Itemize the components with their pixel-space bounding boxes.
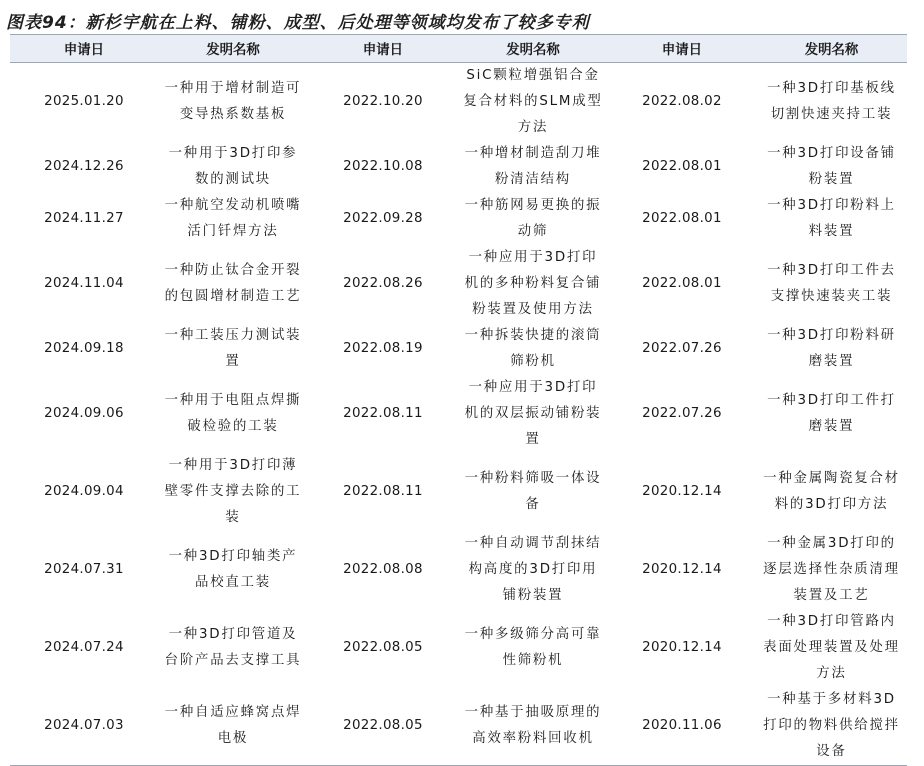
invention-name-cell: 一种基于多材料3D打印的物料供给搅拌设备 xyxy=(756,687,907,766)
header-filing-date: 申请日 xyxy=(10,35,158,63)
invention-name-cell: 一种粉料筛吸一体设备 xyxy=(464,471,602,512)
filing-date-cell: 2024.12.26 xyxy=(44,159,124,174)
filing-date-cell: 2022.08.05 xyxy=(343,640,423,655)
invention-name-cell: 一种防止钛合金开裂的包圆增材制造工艺 xyxy=(164,263,302,304)
table-row xyxy=(10,531,907,609)
filing-date-cell: 2022.10.08 xyxy=(343,159,423,174)
filing-date-cell: 2022.08.11 xyxy=(343,484,423,499)
header-invention-name: 发明名称 xyxy=(158,35,308,63)
invention-name-cell: 一种金属陶瓷复合材料的3D打印方法 xyxy=(763,471,900,512)
filing-date-cell: 2020.12.14 xyxy=(642,484,722,499)
invention-name-cell: 一种3D打印粉料上料装置 xyxy=(767,198,896,239)
invention-name-cell: 一种应用于3D打印机的多种粉料复合铺粉装置及使用方法 xyxy=(464,250,602,317)
invention-name-cell: 一种3D打印工件打磨装置 xyxy=(767,393,896,434)
invention-name-cell: 一种用于3D打印参数的测试块 xyxy=(168,146,298,187)
filing-date-cell: 2020.12.14 xyxy=(642,640,722,655)
invention-name-cell: 一种工装压力测试装置 xyxy=(164,328,302,369)
filing-date-cell: 2024.09.18 xyxy=(44,341,124,356)
invention-name-cell: 一种增材制造刮刀堆粉清洁结构 xyxy=(464,146,602,187)
invention-name-cell: 一种航空发动机喷嘴活门钎焊方法 xyxy=(164,198,302,239)
table-row xyxy=(10,141,907,193)
invention-name-cell: 一种3D打印粉料研磨装置 xyxy=(767,328,896,369)
invention-name-cell: 一种拆装快捷的滚筒筛粉机 xyxy=(464,328,602,369)
header-filing-date: 申请日 xyxy=(608,35,756,63)
filing-date-cell: 2024.09.06 xyxy=(44,406,124,421)
filing-date-cell: 2024.07.03 xyxy=(10,687,158,766)
table-header xyxy=(10,35,907,63)
invention-name-cell: 一种3D打印工件去支撑快速装夹工装 xyxy=(767,263,896,304)
invention-name-cell: 一种3D打印基板线切割快速夹持工装 xyxy=(767,81,896,122)
invention-name-cell: 一种3D打印管道及台阶产品去支撑工具 xyxy=(164,627,302,668)
invention-name-cell: 一种筋网易更换的振动筛 xyxy=(464,198,602,239)
invention-name-cell: SiC颗粒增强铝合金复合材料的SLM成型方法 xyxy=(463,68,603,135)
invention-name-cell: 一种基于抽吸原理的高效率粉料回收机 xyxy=(458,687,608,766)
invention-name-cell: 一种用于增材制造可变导热系数基板 xyxy=(164,81,302,122)
table-row xyxy=(10,375,907,453)
filing-date-cell: 2020.12.14 xyxy=(642,562,722,577)
filing-date-cell: 2022.08.02 xyxy=(642,94,722,109)
filing-date-cell: 2024.11.04 xyxy=(44,276,124,291)
filing-date-cell: 2024.11.27 xyxy=(44,211,124,226)
table-row xyxy=(10,63,907,142)
invention-name-cell: 一种用于3D打印薄壁零件支撑去除的工装 xyxy=(164,458,302,525)
invention-name-cell: 一种多级筛分高可靠性筛粉机 xyxy=(464,627,602,668)
filing-date-cell: 2024.07.24 xyxy=(44,640,124,655)
filing-date-cell: 2022.08.05 xyxy=(308,687,458,766)
filing-date-cell: 2022.08.26 xyxy=(343,276,423,291)
invention-name-cell: 一种用于电阻点焊撕破检验的工装 xyxy=(164,393,302,434)
filing-date-cell: 2025.01.20 xyxy=(44,94,124,109)
table-row xyxy=(10,193,907,245)
invention-name-cell: 一种自适应蜂窝点焊电极 xyxy=(158,687,308,766)
filing-date-cell: 2022.07.26 xyxy=(642,341,722,356)
filing-date-cell: 2024.07.31 xyxy=(44,562,124,577)
invention-name-cell: 一种应用于3D打印机的双层振动铺粉装置 xyxy=(464,380,602,447)
invention-name-cell: 一种3D打印管路内表面处理装置及处理方法 xyxy=(763,614,900,681)
table-row xyxy=(10,245,907,323)
filing-date-cell: 2022.09.28 xyxy=(343,211,423,226)
header-filing-date: 申请日 xyxy=(308,35,458,63)
table-row xyxy=(10,323,907,375)
filing-date-cell: 2022.07.26 xyxy=(642,406,722,421)
header-invention-name: 发明名称 xyxy=(756,35,907,63)
invention-name-cell: 一种金属3D打印的逐层选择性杂质清理装置及工艺 xyxy=(763,536,900,603)
filing-date-cell: 2020.11.06 xyxy=(608,687,756,766)
invention-name-cell: 一种自动调节刮抹结构高度的3D打印用铺粉装置 xyxy=(464,536,602,603)
table-row xyxy=(10,609,907,687)
invention-name-cell: 一种3D打印设备铺粉装置 xyxy=(767,146,896,187)
filing-date-cell: 2022.08.08 xyxy=(343,562,423,577)
header-invention-name: 发明名称 xyxy=(458,35,608,63)
filing-date-cell: 2022.08.11 xyxy=(343,406,423,421)
filing-date-cell: 2022.08.01 xyxy=(642,211,722,226)
figure-title: 图表94：新杉宇航在上料、铺粉、成型、后处理等领域均发布了较多专利 xyxy=(6,13,590,33)
filing-date-cell: 2022.10.20 xyxy=(343,94,423,109)
table-body xyxy=(10,63,907,766)
filing-date-cell: 2022.08.01 xyxy=(642,276,722,291)
table-row xyxy=(10,453,907,531)
filing-date-cell: 2024.09.04 xyxy=(44,484,124,499)
table-row xyxy=(10,687,907,766)
filing-date-cell: 2022.08.19 xyxy=(343,341,423,356)
patent-table xyxy=(10,34,907,766)
invention-name-cell: 一种3D打印轴类产品校直工装 xyxy=(168,549,298,590)
filing-date-cell: 2022.08.01 xyxy=(642,159,722,174)
